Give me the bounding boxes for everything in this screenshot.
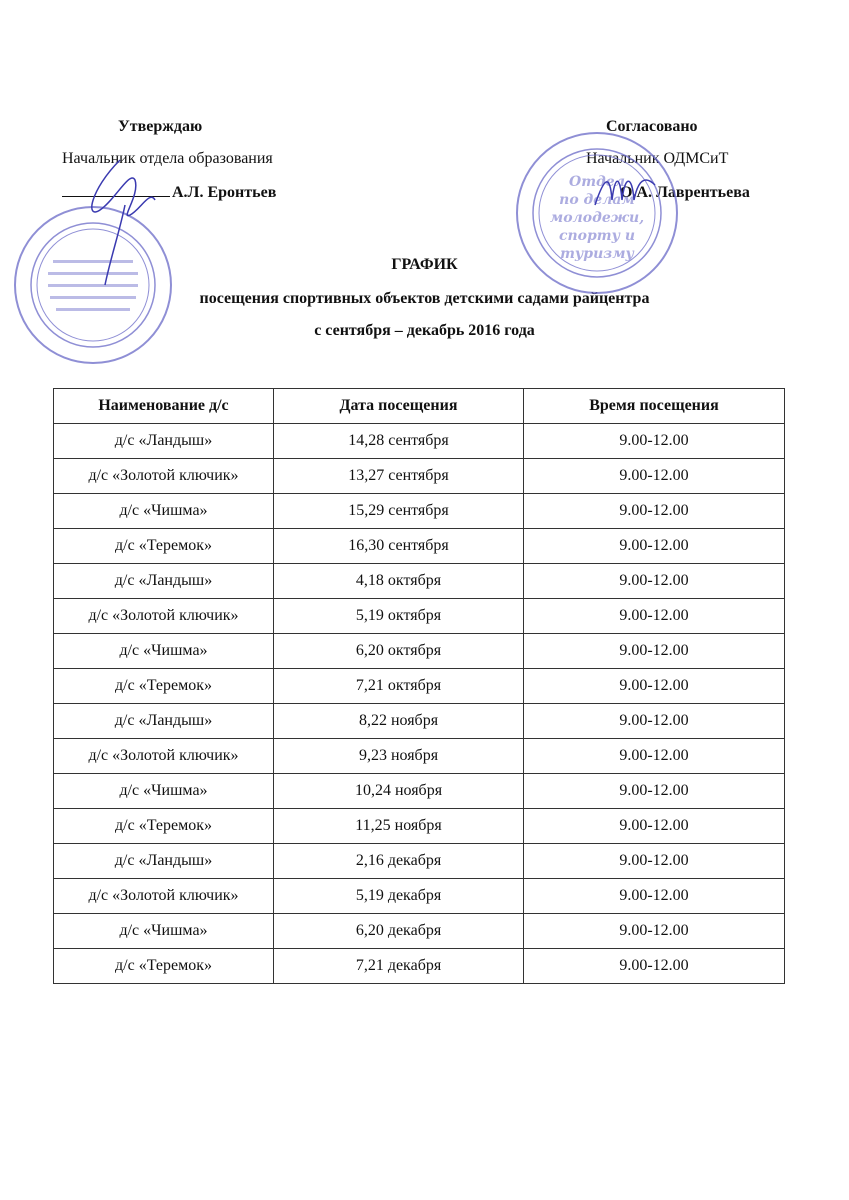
cell-kindergarten: д/с «Теремок» [54, 529, 274, 564]
cell-kindergarten: д/с «Чишма» [54, 774, 274, 809]
cell-date: 4,18 октября [274, 564, 524, 599]
approval-stamp [8, 200, 178, 370]
table-row [54, 599, 785, 634]
cell-time: 9.00-12.00 [524, 494, 785, 529]
cell-kindergarten: д/с «Чишма» [54, 494, 274, 529]
cell-kindergarten: д/с «Золотой ключик» [54, 879, 274, 914]
cell-date: 6,20 октября [274, 634, 524, 669]
header-time: Время посещения [524, 389, 785, 424]
cell-kindergarten: д/с «Ландыш» [54, 704, 274, 739]
svg-text:по делам: по делам [559, 192, 635, 208]
approval-signature-line [62, 184, 276, 202]
svg-text:молодежи,: молодежи, [549, 210, 645, 226]
document-period: с сентября – декабрь 2016 года [314, 322, 535, 339]
table-row [54, 494, 785, 529]
approval-role: Начальник отдела образования [62, 150, 273, 167]
cell-date: 15,29 сентября [274, 494, 524, 529]
cell-date: 2,16 декабря [274, 844, 524, 879]
cell-kindergarten: д/с «Золотой ключик» [54, 459, 274, 494]
approval-label: Утверждаю [118, 118, 203, 135]
cell-kindergarten: д/с «Ландыш» [54, 424, 274, 459]
agreement-label: Согласовано [606, 118, 698, 135]
schedule-table [53, 388, 785, 984]
cell-date: 11,25 ноября [274, 809, 524, 844]
cell-kindergarten: д/с «Золотой ключик» [54, 739, 274, 774]
document-title: ГРАФИК [391, 256, 458, 273]
cell-time: 9.00-12.00 [524, 564, 785, 599]
cell-date: 7,21 декабря [274, 949, 524, 984]
cell-time: 9.00-12.00 [524, 704, 785, 739]
cell-date: 8,22 ноября [274, 704, 524, 739]
table-row [54, 949, 785, 984]
cell-time: 9.00-12.00 [524, 529, 785, 564]
cell-kindergarten: д/с «Теремок» [54, 949, 274, 984]
cell-time: 9.00-12.00 [524, 774, 785, 809]
table-row [54, 704, 785, 739]
agreement-role: Начальник ОДМСиТ [586, 150, 729, 167]
document-subtitle: посещения спортивных объектов детскими садами райцентра [199, 290, 650, 307]
table-row [54, 879, 785, 914]
cell-time: 9.00-12.00 [524, 599, 785, 634]
svg-text:туризму: туризму [560, 246, 634, 262]
cell-kindergarten: д/с «Теремок» [54, 669, 274, 704]
cell-date: 7,21 октября [274, 669, 524, 704]
table-row [54, 739, 785, 774]
cell-date: 14,28 сентября [274, 424, 524, 459]
cell-time: 9.00-12.00 [524, 914, 785, 949]
table-row [54, 914, 785, 949]
cell-kindergarten: д/с «Ландыш» [54, 564, 274, 599]
agreement-name: О.А. Лаврентьева [620, 184, 750, 201]
cell-kindergarten: д/с «Чишма» [54, 914, 274, 949]
header-date: Дата посещения [274, 389, 524, 424]
cell-kindergarten: д/с «Теремок» [54, 809, 274, 844]
cell-date: 5,19 декабря [274, 879, 524, 914]
cell-date: 9,23 ноября [274, 739, 524, 774]
cell-time: 9.00-12.00 [524, 634, 785, 669]
cell-kindergarten: д/с «Чишма» [54, 634, 274, 669]
cell-time: 9.00-12.00 [524, 424, 785, 459]
table-row [54, 669, 785, 704]
table-row [54, 529, 785, 564]
cell-date: 16,30 сентября [274, 529, 524, 564]
table-row [54, 774, 785, 809]
cell-date: 13,27 сентября [274, 459, 524, 494]
cell-time: 9.00-12.00 [524, 809, 785, 844]
cell-kindergarten: д/с «Золотой ключик» [54, 599, 274, 634]
signature-underline [62, 196, 170, 197]
header-kindergarten: Наименование д/с [54, 389, 274, 424]
cell-time: 9.00-12.00 [524, 459, 785, 494]
cell-date: 6,20 декабря [274, 914, 524, 949]
cell-date: 5,19 октября [274, 599, 524, 634]
table-row [54, 844, 785, 879]
table-row [54, 424, 785, 459]
svg-text:Отдел: Отдел [569, 174, 625, 190]
table-row [54, 564, 785, 599]
cell-kindergarten: д/с «Ландыш» [54, 844, 274, 879]
approval-name: А.Л. Еронтьев [172, 184, 277, 201]
cell-time: 9.00-12.00 [524, 739, 785, 774]
svg-text:спорту и: спорту и [558, 228, 636, 244]
cell-time: 9.00-12.00 [524, 879, 785, 914]
table-row [54, 459, 785, 494]
cell-time: 9.00-12.00 [524, 949, 785, 984]
table-row [54, 634, 785, 669]
cell-date: 10,24 ноября [274, 774, 524, 809]
cell-time: 9.00-12.00 [524, 844, 785, 879]
table-row [54, 809, 785, 844]
table-header-row [54, 389, 785, 424]
cell-time: 9.00-12.00 [524, 669, 785, 704]
